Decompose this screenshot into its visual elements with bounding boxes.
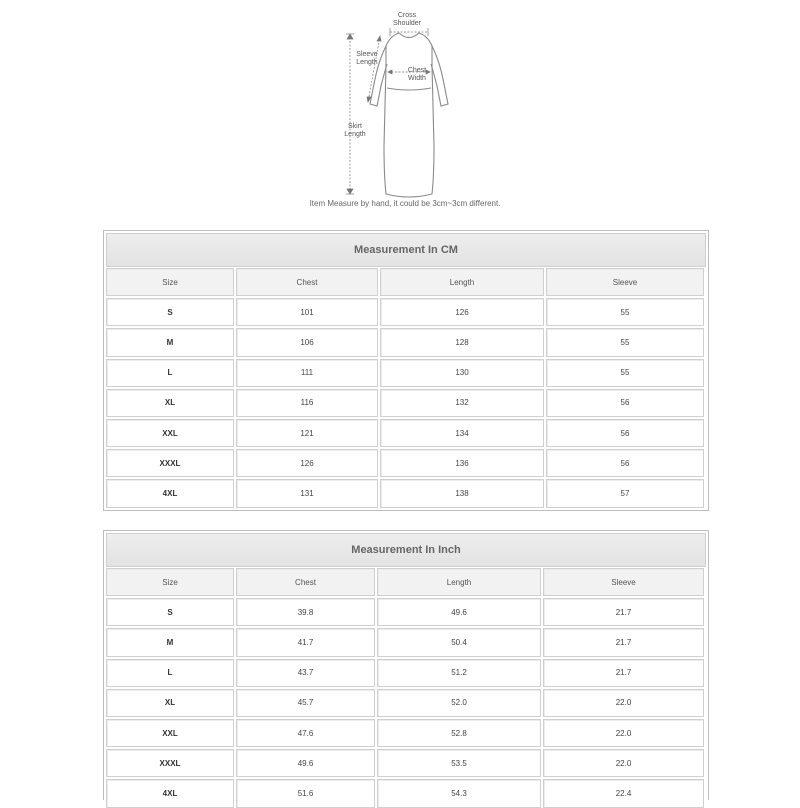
cell-length: 52.0 — [377, 689, 541, 717]
cell-size: XXXL — [106, 449, 234, 477]
cell-chest: 111 — [236, 359, 378, 387]
cell-chest: 51.6 — [236, 779, 375, 807]
header-length: Length — [380, 268, 544, 296]
cell-sleeve: 55 — [546, 298, 704, 326]
cell-size: 4XL — [106, 479, 234, 507]
cell-size: XXL — [106, 719, 234, 747]
cell-length: 138 — [380, 479, 544, 507]
dress-measurement-diagram — [330, 6, 470, 214]
cell-length: 50.4 — [377, 628, 541, 656]
cell-length: 130 — [380, 359, 544, 387]
cell-length: 136 — [380, 449, 544, 477]
header-sleeve: Sleeve — [543, 568, 704, 596]
table-title: Measurement In Inch — [106, 533, 706, 567]
cell-chest: 106 — [236, 328, 378, 356]
measurement-table-inch — [103, 530, 709, 800]
cell-sleeve: 22.0 — [543, 719, 704, 747]
cell-chest: 49.6 — [236, 749, 375, 777]
cell-chest: 131 — [236, 479, 378, 507]
cell-length: 49.6 — [377, 598, 541, 626]
cell-size: M — [106, 328, 234, 356]
cell-size: M — [106, 628, 234, 656]
cell-length: 128 — [380, 328, 544, 356]
cell-chest: 41.7 — [236, 628, 375, 656]
cell-size: 4XL — [106, 779, 234, 807]
header-size: Size — [106, 268, 234, 296]
header-size: Size — [106, 568, 234, 596]
header-length: Length — [377, 568, 541, 596]
cell-size: L — [106, 659, 234, 687]
cell-sleeve: 55 — [546, 359, 704, 387]
cell-chest: 43.7 — [236, 659, 375, 687]
cell-chest: 121 — [236, 419, 378, 447]
cell-sleeve: 22.0 — [543, 749, 704, 777]
cell-sleeve: 21.7 — [543, 628, 704, 656]
cell-sleeve: 22.0 — [543, 689, 704, 717]
cell-sleeve: 57 — [546, 479, 704, 507]
header-chest: Chest — [236, 268, 378, 296]
cell-length: 126 — [380, 298, 544, 326]
cell-length: 51.2 — [377, 659, 541, 687]
cell-sleeve: 56 — [546, 419, 704, 447]
cell-sleeve: 56 — [546, 449, 704, 477]
cell-sleeve: 56 — [546, 389, 704, 417]
cell-chest: 39.8 — [236, 598, 375, 626]
cell-size: XXL — [106, 419, 234, 447]
chest-width-label: Chest Width — [407, 67, 427, 82]
cell-length: 54.3 — [377, 779, 541, 807]
cell-length: 132 — [380, 389, 544, 417]
measurement-table-cm — [103, 230, 709, 511]
cell-chest: 126 — [236, 449, 378, 477]
cell-size: XL — [106, 689, 234, 717]
cell-chest: 45.7 — [236, 689, 375, 717]
header-chest: Chest — [236, 568, 375, 596]
cell-size: S — [106, 598, 234, 626]
dress-outline-icon — [330, 6, 470, 214]
sleeve-length-label: Sleeve Length — [356, 51, 378, 66]
cell-sleeve: 55 — [546, 328, 704, 356]
table-title: Measurement In CM — [106, 233, 706, 267]
cell-size: XL — [106, 389, 234, 417]
cell-sleeve: 21.7 — [543, 598, 704, 626]
skirt-length-label: Skirt Length — [344, 123, 366, 138]
cell-size: L — [106, 359, 234, 387]
cell-chest: 101 — [236, 298, 378, 326]
cell-length: 53.5 — [377, 749, 541, 777]
cross-shoulder-label: Cross Shoulder — [392, 12, 422, 27]
cell-sleeve: 22.4 — [543, 779, 704, 807]
cell-sleeve: 21.7 — [543, 659, 704, 687]
cell-length: 52.8 — [377, 719, 541, 747]
cell-length: 134 — [380, 419, 544, 447]
cell-chest: 116 — [236, 389, 378, 417]
cell-size: S — [106, 298, 234, 326]
measurement-note: Item Measure by hand, it could be 3cm~3cm different. — [309, 199, 501, 208]
cell-chest: 47.6 — [236, 719, 375, 747]
header-sleeve: Sleeve — [546, 268, 704, 296]
cell-size: XXXL — [106, 749, 234, 777]
